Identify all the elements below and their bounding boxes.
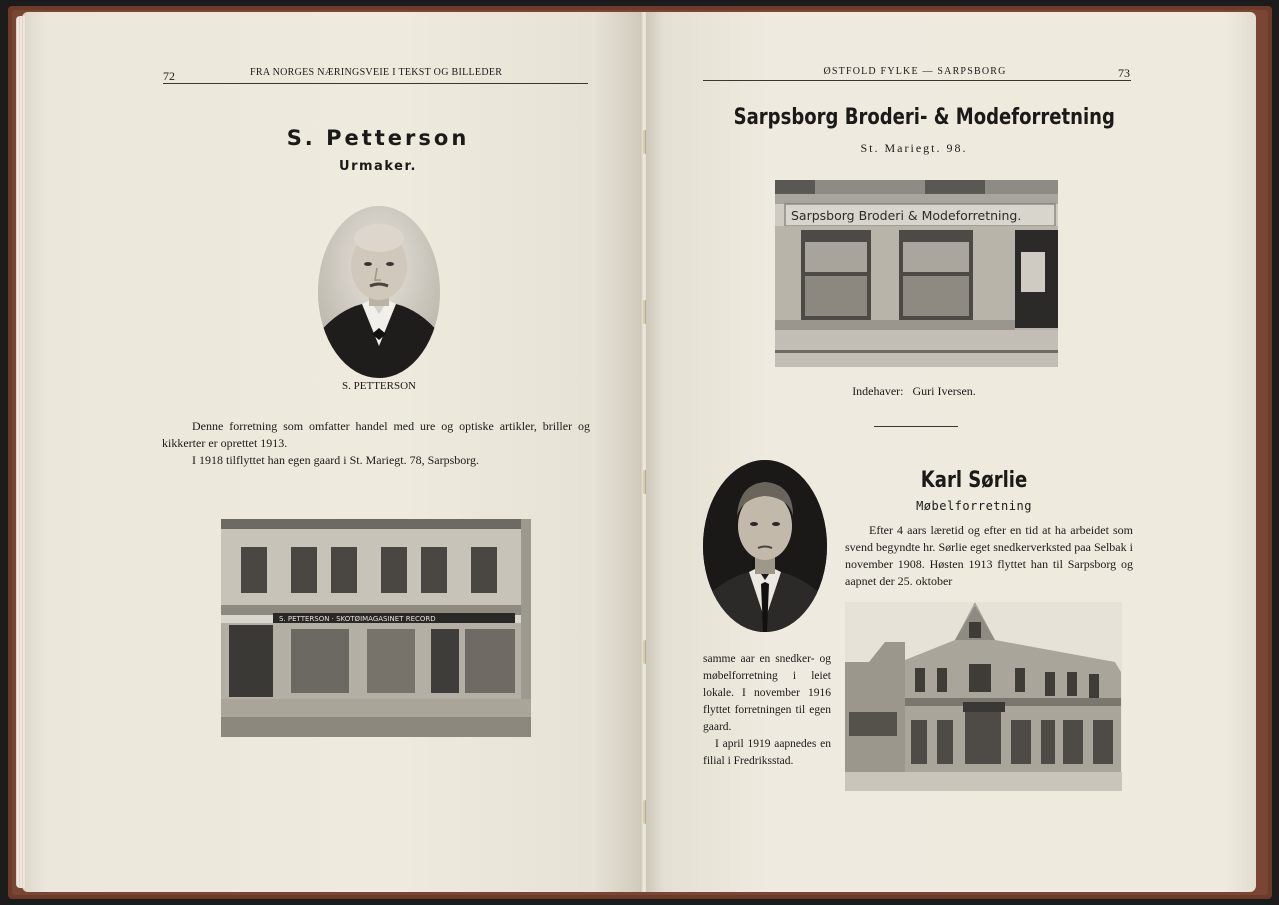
- broderi-owner-line: Indehaver: Guri Iversen.: [852, 384, 976, 398]
- right-running-head: ØSTFOLD FYLKE — SARPSBORG: [823, 66, 1007, 77]
- sorlie-paragraph-side-1: samme aar en snedker- og møbelforretning i leiet lokale. I november 1916 flyttet forretningen til egen gaard.: [703, 653, 831, 733]
- left-header-rule: [163, 83, 588, 84]
- petterson-paragraph-2: I 1918 tilflyttet han egen gaard i St. Mariegt. 78, Sarpsborg.: [192, 453, 480, 467]
- sorlie-paragraph-side-2: I april 1919 aapnedes en filial i Fredriksstad.: [703, 738, 831, 767]
- petterson-portrait-caption: S. PETTERSON: [342, 380, 416, 392]
- right-page-number: 73: [1118, 66, 1130, 80]
- broderi-address: St. Mariegt. 98.: [860, 141, 968, 155]
- petterson-building-photo: [221, 519, 531, 737]
- left-page-number: 72: [163, 69, 175, 83]
- petterson-subtitle: Urmaker.: [339, 159, 417, 174]
- broderi-title: Sarpsborg Broderi- & Modeforretning: [733, 105, 1115, 130]
- petterson-portrait: [318, 206, 440, 378]
- page-stack: [16, 16, 26, 888]
- left-running-head: FRA NORGES NÆRINGSVEIE I TEKST OG BILLEDER: [250, 67, 503, 78]
- petterson-title: S. Petterson: [286, 126, 470, 150]
- sorlie-title: Karl Sørlie: [920, 468, 1028, 493]
- sorlie-subtitle: Møbelforretning: [916, 499, 1032, 513]
- broderi-shop-sign: Sarpsborg Broderi & Modeforretning.: [791, 208, 1022, 223]
- sorlie-paragraph-top: Efter 4 aars læretid og efter en tid at ha arbeidet som svend begyndte hr. Sørlie eget snedkerverksted paa Selbak i november 1908. Høsten 1913 flyttet han til Sarpsborg og aapnet der 25. oktober: [845, 523, 1133, 588]
- petterson-paragraph-1: Denne forretning som omfatter handel med ure og optiske artikler, briller og kikkerter er oprettet 1913.: [162, 419, 590, 450]
- sorlie-building-photo: [845, 602, 1122, 791]
- sorlie-portrait: [703, 460, 827, 632]
- section-divider: [874, 426, 958, 427]
- right-header-rule: [703, 80, 1131, 81]
- petterson-storefront-sign: S. PETTERSON · SKOTØIMAGASINET RECORD: [279, 615, 436, 623]
- broderi-shop-photo: [775, 180, 1058, 367]
